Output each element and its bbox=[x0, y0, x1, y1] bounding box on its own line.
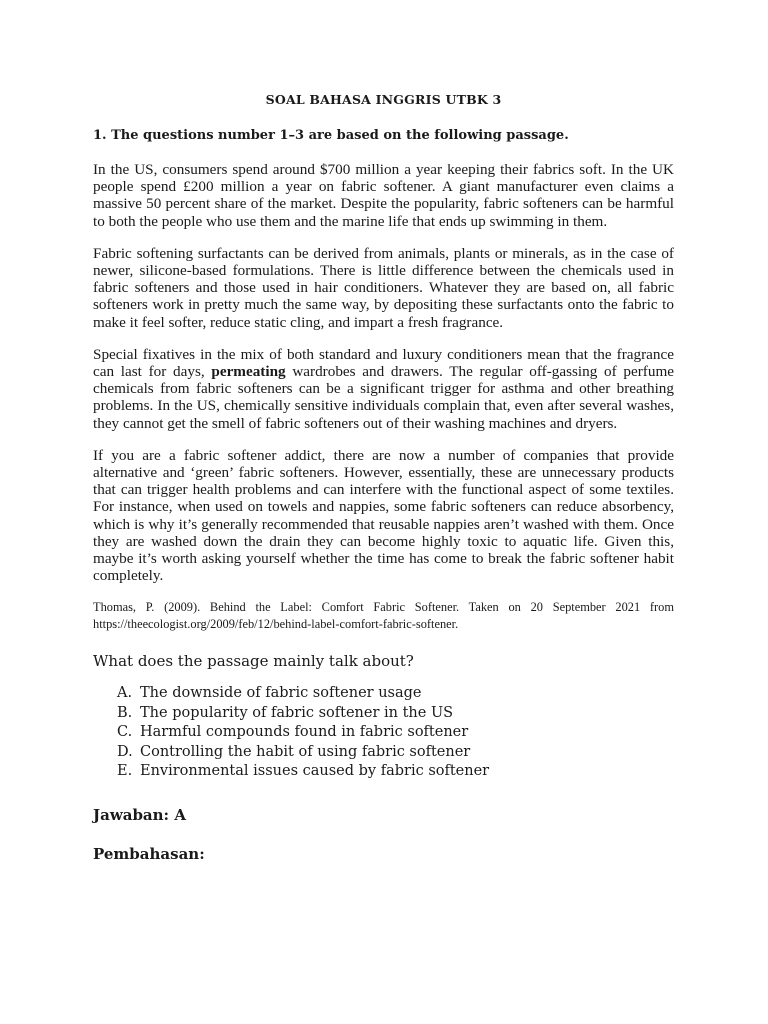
paragraph-3-text-start: Special fixatives in the mix of both standard and luxury conditioners mean that the fragrance can last for days, bbox=[93, 345, 674, 381]
answer-option-e bbox=[117, 762, 674, 782]
answer-option-c bbox=[117, 723, 674, 743]
answer-option-b bbox=[117, 704, 674, 724]
passage-paragraph-3 bbox=[93, 346, 674, 432]
option-text: The popularity of fabric softener in the US bbox=[140, 704, 454, 721]
highlighted-word: permeating bbox=[211, 363, 286, 381]
answer-option-d bbox=[117, 743, 674, 763]
discussion-label: Pembahasan: bbox=[93, 844, 205, 863]
option-letter: B. bbox=[117, 704, 133, 721]
question-text: What does the passage mainly talk about? bbox=[93, 652, 414, 671]
source-citation: Thomas, P. (2009). Behind the Label: Comfort Fabric Softener. Taken on 20 September 2021 from https://theecologist.org/2009/feb/12/behind-label-comfort-fabric-softener. bbox=[93, 600, 674, 632]
option-text: Harmful compounds found in fabric softener bbox=[140, 724, 469, 741]
document-page bbox=[93, 92, 674, 863]
answer-options-list bbox=[93, 684, 674, 782]
passage-paragraph-2: Fabric softening surfactants can be derived from animals, plants or minerals, as in the case of newer, silicone-based formulations. There is little difference between the chemicals used in fabric softeners and those used in hair conditioners. Whatever they are based on, all fabric softeners work in pretty much the same way, by depositing these surfactants onto the fabric to make it feel softer, reduce static cling, and impart a fresh fragrance. bbox=[93, 244, 674, 331]
option-letter: D. bbox=[117, 743, 133, 760]
option-text: Controlling the habit of using fabric softener bbox=[140, 743, 471, 760]
passage-paragraph-4: If you are a fabric softener addict, there are now a number of companies that provide alternative and ‘green’ fabric softeners. However, essentially, these are unnecessary products that can trigger health problems and can interfere with the functional aspect of some textiles. For instance, when used on towels and nappies, some fabric softeners can reduce absorbency, which is why it’s generally recommended that reusable nappies aren’t washed with them. Once they are washed down the drain they can become highly toxic to aquatic life. Given this, maybe it’s worth asking yourself whether the time has come to break the fabric softener habit completely. bbox=[93, 446, 674, 585]
option-text: Environmental issues caused by fabric softener bbox=[140, 763, 490, 780]
option-letter: C. bbox=[117, 724, 133, 741]
document-title: SOAL BAHASA INGGRIS UTBK 3 bbox=[265, 92, 502, 107]
answer-key: Jawaban: A bbox=[93, 805, 186, 824]
question-group-heading: 1. The questions number 1–3 are based on the following passage. bbox=[93, 128, 569, 143]
passage-paragraph-1: In the US, consumers spend around $700 million a year keeping their fabrics soft. In the UK people spend £200 million a year on fabric softener. A giant manufacturer even claims a massive 50 percent share of the market. Despite the popularity, fabric softeners can be harmful to both the people who use them and the marine life that ends up swimming in them. bbox=[93, 161, 674, 230]
option-text: The downside of fabric softener usage bbox=[140, 685, 422, 702]
option-letter: A. bbox=[117, 685, 133, 702]
paragraph-3-text-end: wardrobes and drawers. The regular off-gassing of perfume chemicals from fabric softeners can be a significant trigger for asthma and other breathing problems. In the US, chemically sensitive individuals complain that, even after several washes, they cannot get the smell of fabric softeners out of their washing machines and dryers. bbox=[93, 363, 675, 432]
option-letter: E. bbox=[117, 763, 133, 780]
answer-option-a bbox=[117, 684, 674, 704]
